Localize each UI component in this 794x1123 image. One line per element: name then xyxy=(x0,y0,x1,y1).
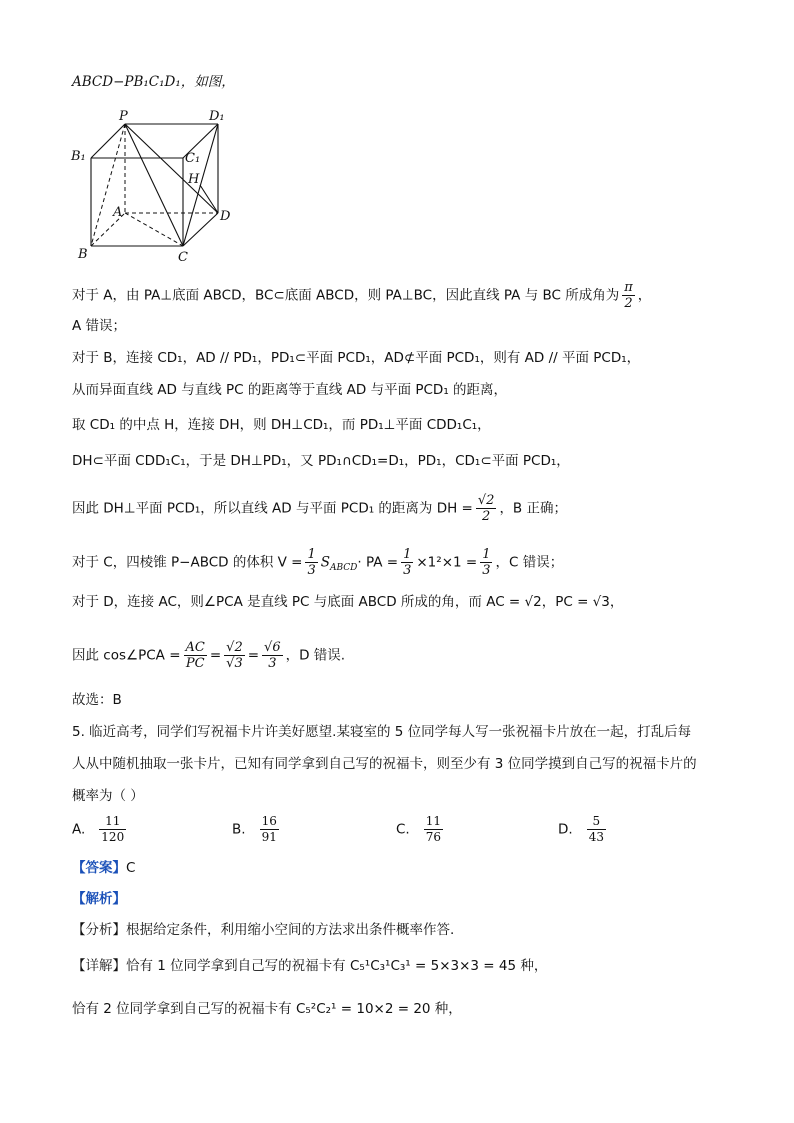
question-text: 人从中随机抽取一张卡片，已知有同学拿到自己写的祝福卡，则至少有 3 位同学摸到自己写的祝福卡片的 xyxy=(72,756,697,772)
answer-value: C xyxy=(126,860,136,876)
text-line: DH⊂平面 CDD₁C₁，于是 DH⊥PD₁，又 PD₁∩CD₁=D₁，PD₁，CD₁⊂平面 PCD₁， xyxy=(72,453,570,469)
edge-AC xyxy=(125,213,183,246)
question-text: 5. 临近高考，同学们写祝福卡片许美好愿望.某寝室的 5 位同学每人写一张祝福卡片放在一起，打乱后每 xyxy=(72,724,692,740)
edge-PC xyxy=(125,124,183,246)
xiangjie-line xyxy=(72,956,547,976)
label-A: A xyxy=(113,205,123,220)
fraction-denominator: 43 xyxy=(588,830,604,844)
fenxi-tag: 【分析】 xyxy=(72,922,126,938)
label-B: B xyxy=(78,247,88,262)
xiangjie-text: 恰有 1 位同学拿到自己写的祝福卡有 C₅¹C₃¹C₃¹ = 5×3×3 = 45 种， xyxy=(126,958,548,974)
fraction-root2-over-root3 xyxy=(224,640,245,671)
text-segment: 对于 A，由 PA⊥底面 ABCD，BC⊂底面 ABCD，则 PA⊥BC，因此直线 PA 与 BC 所成角为 xyxy=(72,287,620,304)
option-letter: A. xyxy=(72,821,86,838)
fraction-denominator: 3 xyxy=(268,656,277,671)
fraction-numerator: 16 xyxy=(261,814,277,828)
fraction-root6-over-3 xyxy=(262,640,283,671)
option-c xyxy=(396,814,443,845)
option-b xyxy=(232,814,279,845)
label-C: C xyxy=(178,250,188,265)
fraction-one-third xyxy=(480,547,492,578)
fraction-numerator: 1 xyxy=(307,547,316,562)
fraction-numerator: √6 xyxy=(264,640,281,655)
fraction-ac-over-pc xyxy=(184,640,207,671)
fraction-numerator: 1 xyxy=(482,547,491,562)
fraction-denominator: 3 xyxy=(403,563,412,578)
analysis-tag: 【解析】 xyxy=(72,891,126,907)
option-a xyxy=(72,814,126,845)
text-segment: ， xyxy=(637,287,652,304)
text-segment: ，D 错误. xyxy=(285,647,346,664)
fraction-pi-over-2 xyxy=(622,280,635,311)
fraction-numerator: √2 xyxy=(477,493,495,508)
xiangjie-tag: 【详解】 xyxy=(72,958,126,974)
label-C1: C₁ xyxy=(185,151,201,166)
text-line xyxy=(72,547,563,578)
label-D: D xyxy=(220,209,231,224)
answer-line xyxy=(72,858,135,878)
fraction-dh xyxy=(476,493,497,524)
option-letter: C. xyxy=(396,821,410,838)
option-letter: B. xyxy=(232,821,246,838)
text-line xyxy=(72,280,651,311)
fraction-denominator: 91 xyxy=(261,830,277,844)
label-H: H xyxy=(188,172,200,187)
fraction-denominator: 120 xyxy=(101,830,125,844)
edge-PB xyxy=(91,124,125,246)
geometry-figure xyxy=(68,104,238,266)
fraction-one-third xyxy=(401,547,413,578)
option-fraction xyxy=(424,814,443,845)
fraction-numerator: 11 xyxy=(99,814,126,830)
text-line xyxy=(72,493,567,524)
label-P: P xyxy=(119,109,128,124)
option-d xyxy=(558,814,606,845)
fraction-numerator: 5 xyxy=(587,814,606,830)
question-text: 概率为（ ） xyxy=(72,788,144,804)
text-segment: 因此 DH⊥平面 PCD₁，所以直线 AD 与平面 PCD₁ 的距离为 DH = xyxy=(72,500,473,517)
fraction-one-third xyxy=(305,547,317,578)
text-segment: 对于 C，四棱锥 P−ABCD 的体积 V = xyxy=(72,554,303,571)
option-fraction xyxy=(99,814,126,845)
label-D1: D₁ xyxy=(209,109,225,124)
text-segment: = xyxy=(209,647,222,664)
text-segment: S xyxy=(320,554,330,571)
text-segment: 因此 cos∠PCA = xyxy=(72,647,181,664)
fraction-denominator: 3 xyxy=(482,563,491,578)
text-segment: ×1²×1 = xyxy=(416,554,478,571)
subscript: ABCD xyxy=(330,563,358,574)
fraction-denominator: 76 xyxy=(425,830,441,844)
fraction-denominator: 2 xyxy=(624,296,633,311)
text-line: 故选：B xyxy=(72,692,122,708)
option-letter: D. xyxy=(558,821,573,838)
fraction-denominator: PC xyxy=(185,656,205,671)
fraction-numerator: 11 xyxy=(425,814,441,828)
label-B1: B₁ xyxy=(71,149,86,164)
text-line: ABCD−PB₁C₁D₁，如图， xyxy=(72,74,235,90)
fraction-numerator: AC xyxy=(185,640,205,655)
fraction-denominator: 3 xyxy=(307,563,316,578)
option-fraction xyxy=(260,814,279,845)
text-line: 从而异面直线 AD 与直线 PC 的距离等于直线 AD 与平面 PCD₁ 的距离， xyxy=(72,382,508,398)
text-segment: ，C 错误； xyxy=(495,554,564,571)
option-fraction xyxy=(587,814,606,845)
text-segment: = xyxy=(247,647,260,664)
answer-tag: 【答案】 xyxy=(72,860,126,876)
text-line: A 错误； xyxy=(72,318,127,334)
fraction-denominator: 2 xyxy=(482,509,491,524)
text-line xyxy=(72,640,345,671)
text-line: 对于 B，连接 CD₁，AD // PD₁，PD₁⊂平面 PCD₁，AD⊄平面 PCD₁，则有 AD // 平面 PCD₁， xyxy=(72,350,641,366)
fenxi-text: 根据给定条件，利用缩小空间的方法求出条件概率作答. xyxy=(126,922,455,938)
fraction-numerator: π xyxy=(624,280,633,295)
analysis-line xyxy=(72,889,126,909)
fenxi-line xyxy=(72,920,454,940)
text-line: 取 CD₁ 的中点 H，连接 DH，则 DH⊥CD₁，而 PD₁⊥平面 CDD₁C₁， xyxy=(72,417,491,433)
text-line: 对于 D，连接 AC，则∠PCA 是直线 PC 与底面 ABCD 所成的角，而 AC = √2，PC = √3， xyxy=(72,594,624,610)
text-segment: ，B 正确； xyxy=(499,500,567,517)
fraction-denominator: √3 xyxy=(226,656,243,671)
fraction-numerator: √2 xyxy=(226,640,243,655)
text-line: 恰有 2 位同学拿到自己写的祝福卡有 C₅²C₂¹ = 10×2 = 20 种， xyxy=(72,1001,462,1017)
fraction-numerator: 1 xyxy=(403,547,412,562)
text-segment: · PA = xyxy=(357,554,399,571)
